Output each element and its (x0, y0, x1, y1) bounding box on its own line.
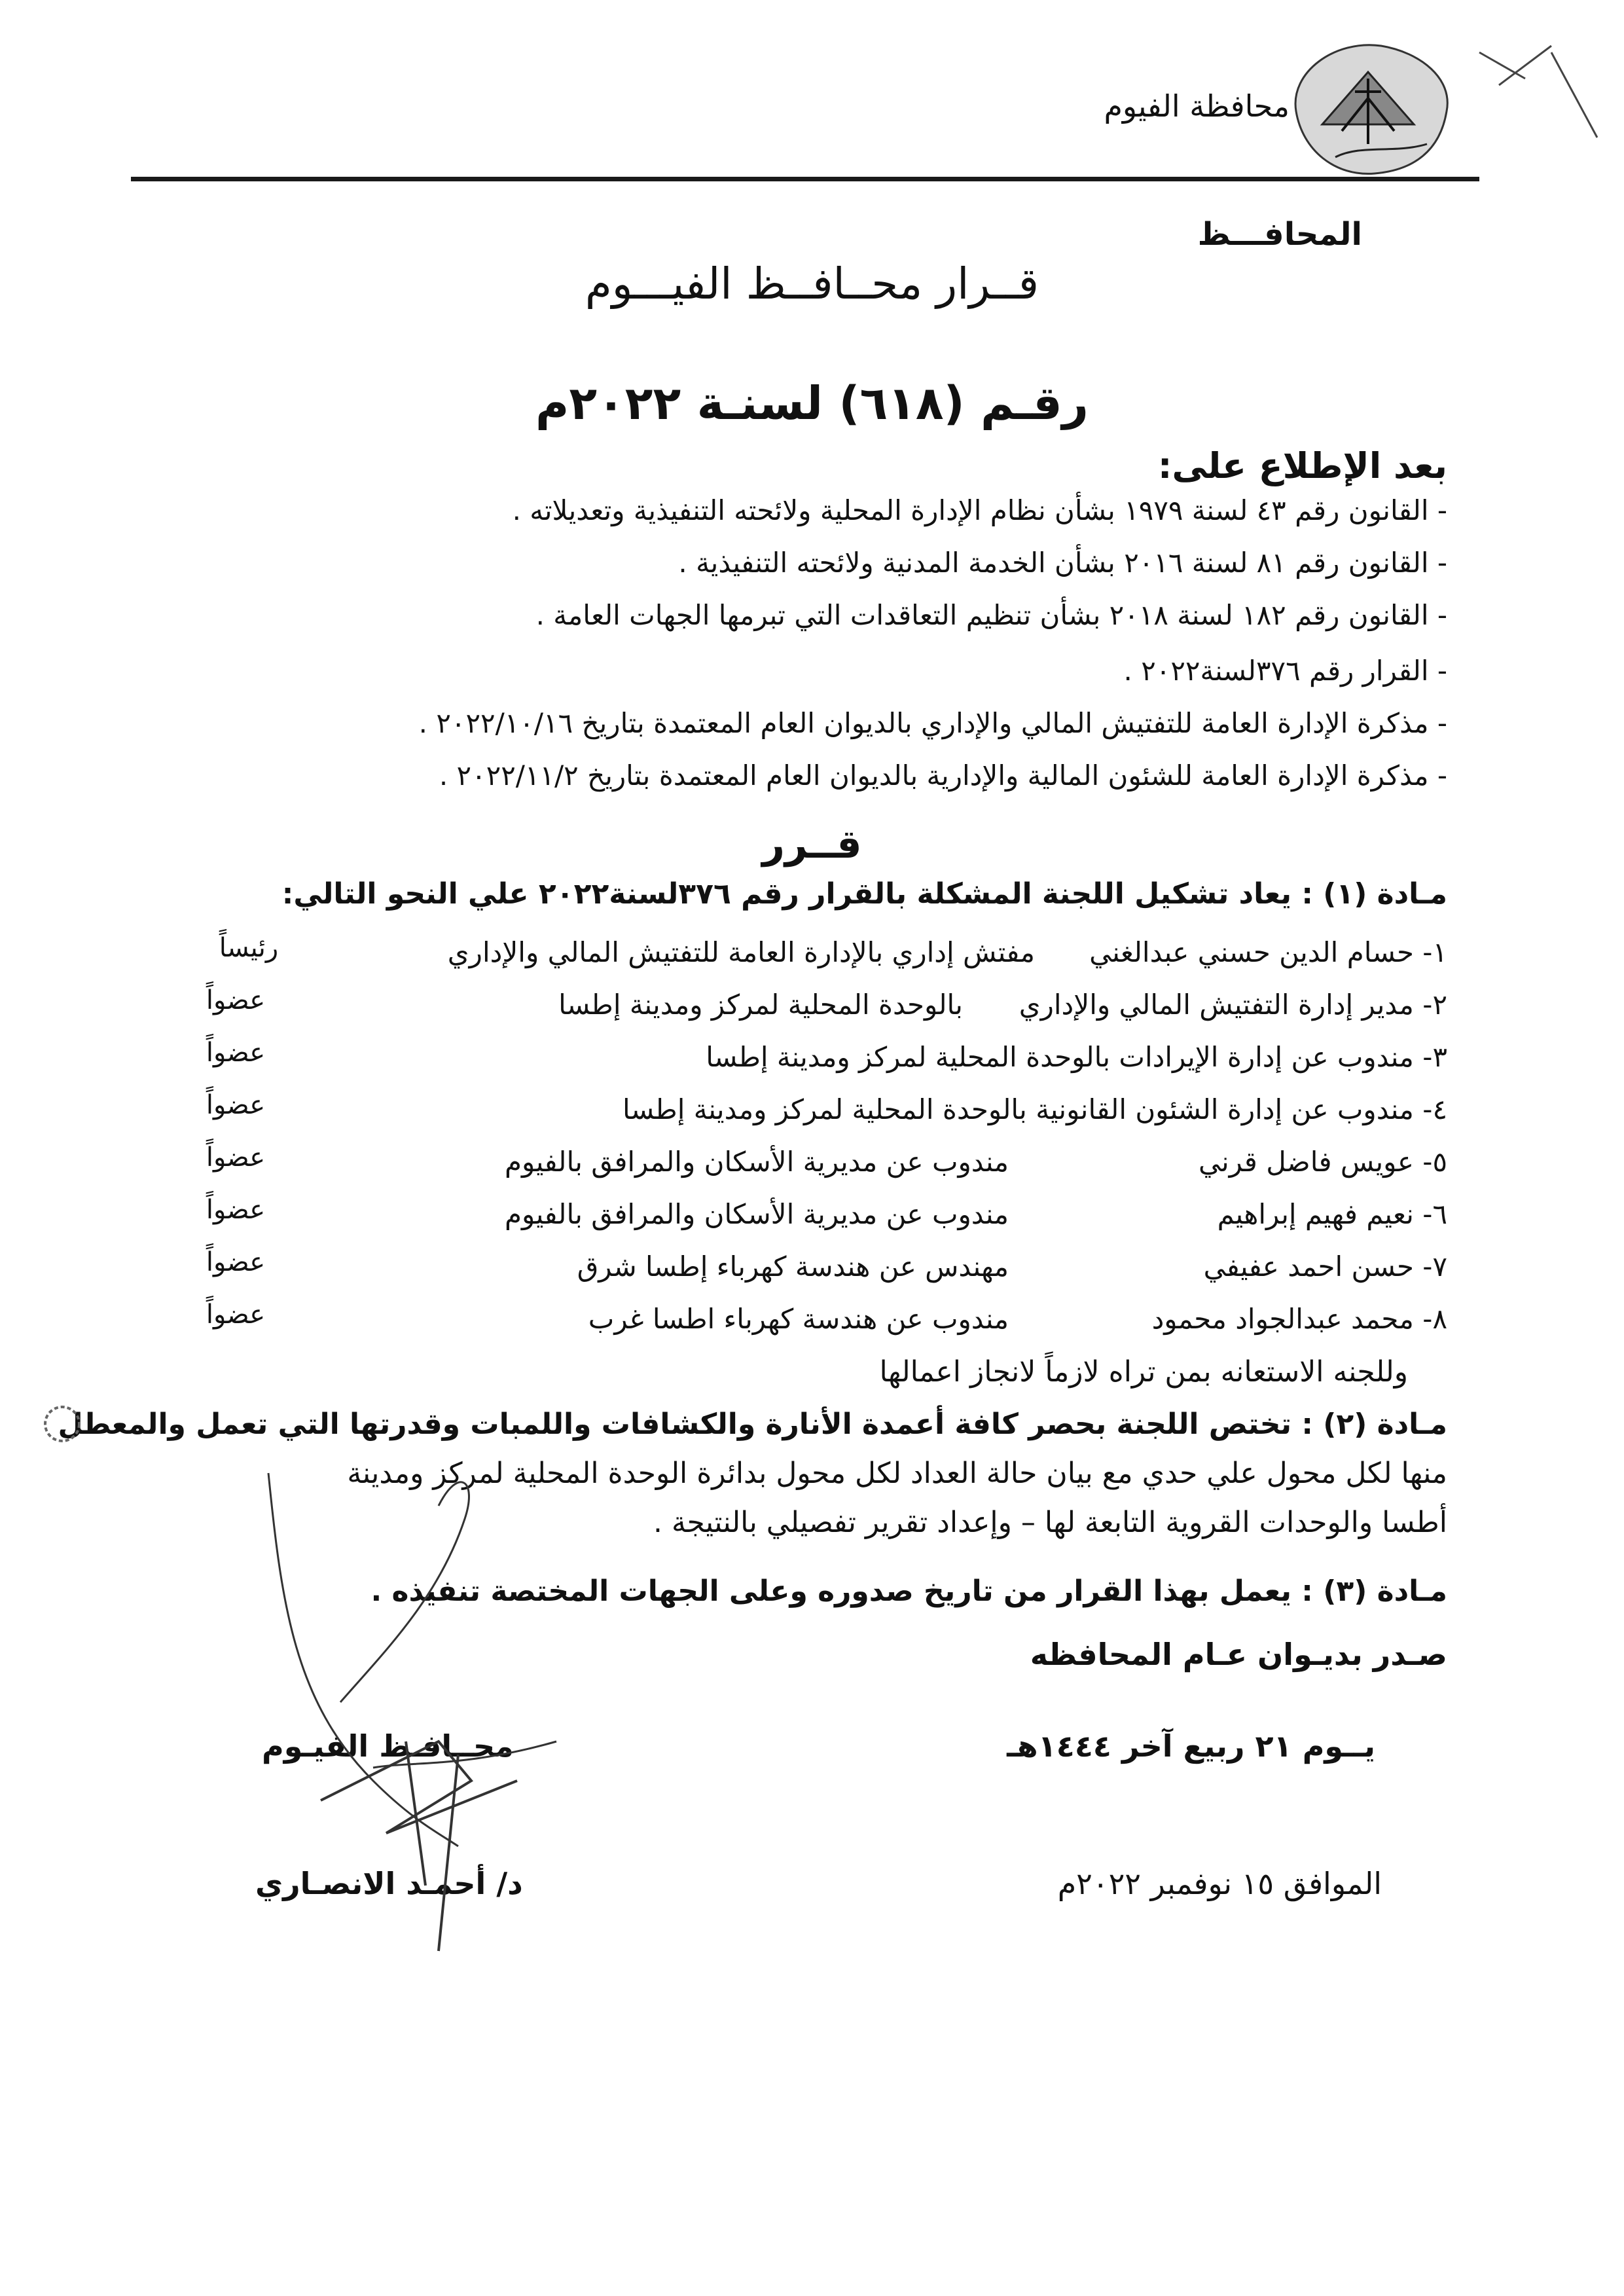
reference-item: - القانون رقم ٤٣ لسنة ١٩٧٩ بشأن نظام الإدارة المحلية ولائحته التنفيذية وتعديلاته . (512, 494, 1447, 526)
member-name: ٤- مندوب عن إدارة الشئون القانونية بالوحدة المحلية لمركز ومدينة إطسا (623, 1093, 1447, 1125)
header-divider (131, 177, 1479, 181)
reference-item: - مذكرة الإدارة العامة للتفتيش المالي والإداري بالديوان العام المعتمدة بتاريخ ٢٠٢٢/١٠/١٦ . (418, 707, 1447, 739)
member-name: ٦- نعيم فهيم إبراهيم (1217, 1198, 1447, 1230)
member-name: ٨- محمد عبدالجواد محمود (1151, 1303, 1447, 1335)
governorate-name: محافظة الفيوم (1104, 88, 1290, 124)
member-description: مندوب عن مديرية الأسكان والمرافق بالفيوم (505, 1198, 1009, 1230)
member-role: عضواً (206, 1300, 266, 1330)
member-description: بالوحدة المحلية لمركز ومدينة إطسا (558, 989, 963, 1021)
decree-number: رقـم (٦١٨) لسنـة ٢٠٢٢م (535, 376, 1089, 430)
member-name: ٢- مدير إدارة التفتيش المالي والإداري (1019, 989, 1447, 1021)
punch-hole (39, 1401, 85, 1447)
handwritten-signature (242, 1375, 609, 1964)
member-name: ٧- حسن احمد عفيفي (1203, 1250, 1447, 1283)
reference-item: - مذكرة الإدارة العامة للشئون المالية والإدارية بالديوان العام المعتمدة بتاريخ ٢٠٢٢/١١/٢ . (439, 759, 1447, 792)
member-role: عضواً (206, 1038, 266, 1068)
article-2-line: منها لكل محول علي حدي مع بيان حالة العداد لكل محول بدائرة الوحدة المحلية لمركز ومدينة (347, 1457, 1447, 1490)
member-name: ١- حسام الدين حسني عبدالغني (1089, 936, 1447, 968)
gregorian-date: الموافق ١٥ نوفمبر ٢٠٢٢م (1057, 1866, 1382, 1901)
member-role: عضواً (206, 1247, 266, 1277)
member-description: مفتش إداري بالإدارة العامة للتفتيش المالي والإداري (447, 936, 1035, 968)
article-1: مـادة (١) : يعاد تشكيل اللجنة المشكلة بالقرار رقم ٣٧٦لسنة٢٠٢٢ علي النحو التالي: (281, 877, 1447, 911)
intro-heading: بعد الإطلاع على: (1157, 445, 1447, 486)
signatory-name: د/ أحمـد الانصـاري (255, 1866, 523, 1901)
hijri-date: يــوم ٢١ ربيع آخر ١٤٤٤هـ (1007, 1728, 1375, 1764)
member-description: مهندس عن هندسة كهرباء إطسا شرق (577, 1250, 1009, 1283)
issued-at: صـدر بديـوان عـام المحافظه (1030, 1637, 1447, 1672)
reference-item: - القرار رقم ٣٧٦لسنة٢٠٢٢ . (1123, 655, 1447, 687)
member-role: عضواً (206, 1090, 266, 1120)
member-description: مندوب عن مديرية الأسكان والمرافق بالفيوم (505, 1146, 1009, 1178)
decision-heading: قــرر (762, 822, 862, 867)
member-role: عضواً (206, 985, 266, 1015)
decree-title: قــرار محــافــظ الفيـــوم (585, 259, 1039, 309)
reference-item: - القانون رقم ١٨٢ لسنة ٢٠١٨ بشأن تنظيم التعاقدات التي تبرمها الجهات العامة . (535, 599, 1447, 631)
signatory-title: محــافـظ الفيـوم (262, 1728, 514, 1764)
governorate-emblem (1283, 33, 1460, 183)
handwritten-mark (1473, 39, 1604, 157)
article-3: مـادة (٣) : يعمل بهذا القرار من تاريخ صدوره وعلى الجهات المختصة تنفيذه . (370, 1575, 1447, 1608)
member-role: عضواً (206, 1142, 266, 1173)
member-role: عضواً (206, 1195, 266, 1225)
office-label: المحافـــظ (1197, 216, 1362, 253)
member-name: ٥- عويس فاضل قرني (1198, 1146, 1447, 1178)
article-2-line: مـادة (٢) : تختص اللجنة بحصر كافة أعمدة الأنارة والكشافات واللمبات وقدرتها التي تعمل والمعطل (58, 1408, 1447, 1441)
article-2-line: أطسا والوحدات القروية التابعة لها – وإعداد تقرير تفصيلي بالنتيجة . (653, 1506, 1447, 1539)
committee-note: وللجنه الاستعانه بمن تراه لازماً لانجاز اعمالها (879, 1355, 1408, 1389)
member-name: ٣- مندوب عن إدارة الإيرادات بالوحدة المحلية لمركز ومدينة إطسا (706, 1041, 1447, 1073)
member-description: مندوب عن هندسة كهرباء اطسا غرب (588, 1303, 1009, 1335)
member-role: رئيساً (219, 933, 279, 963)
reference-item: - القانون رقم ٨١ لسنة ٢٠١٦ بشأن الخدمة المدنية ولائحته التنفيذية . (678, 547, 1447, 579)
